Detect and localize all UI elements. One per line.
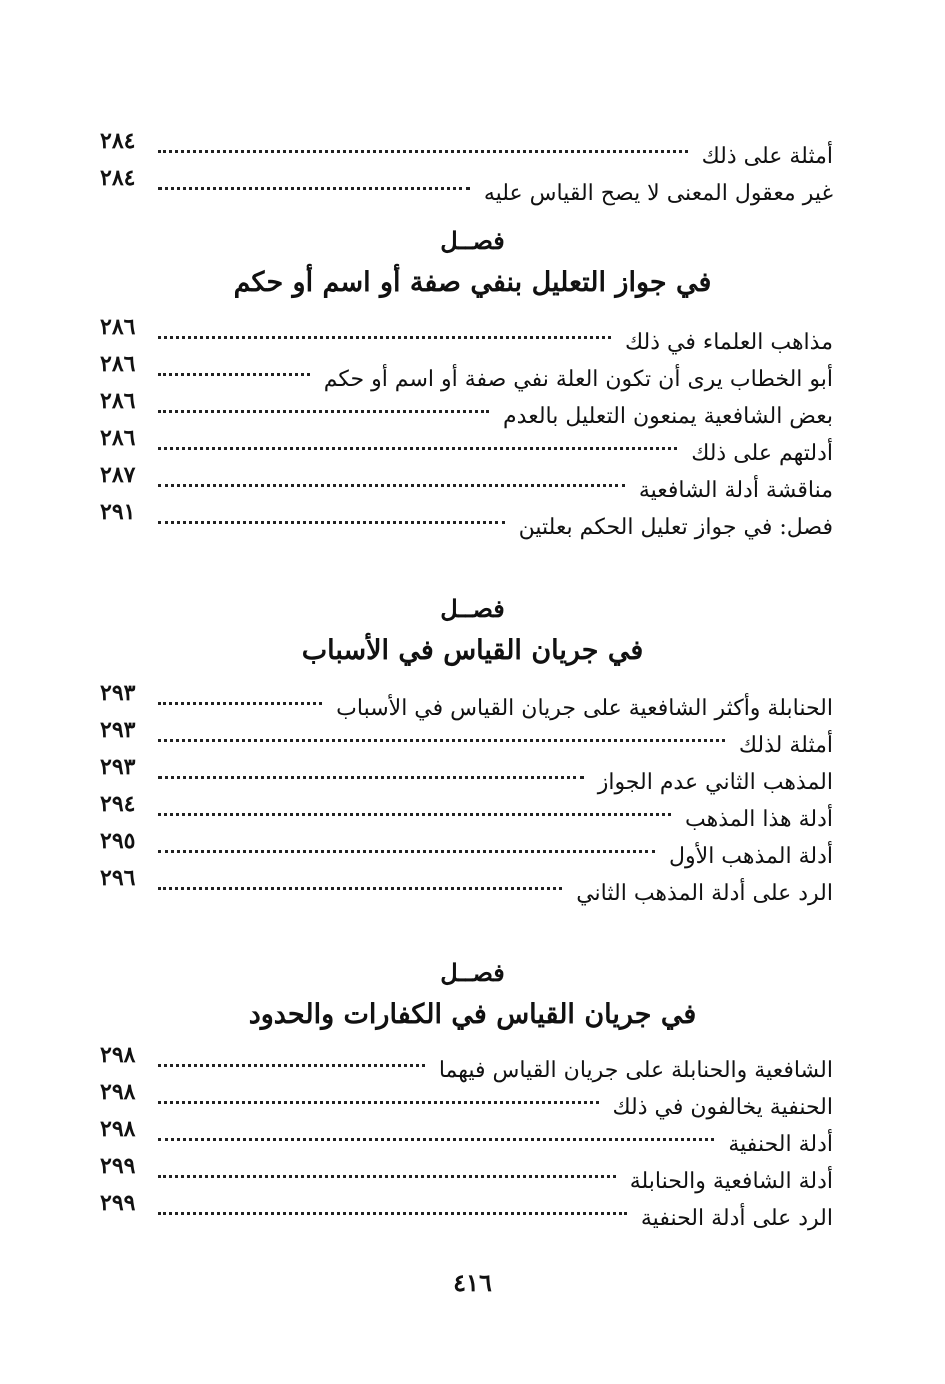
- toc-entry-page: ٢٩٨: [100, 1115, 136, 1142]
- dot-leader: [158, 372, 310, 376]
- toc-entry: [100, 164, 833, 212]
- toc-entry-page: ٢٨٤: [100, 127, 136, 154]
- toc-entry: [100, 716, 833, 764]
- dot-leader: [158, 1211, 627, 1215]
- toc-entry: [100, 679, 833, 727]
- toc-entry-page: ٢٨٧: [100, 461, 136, 488]
- toc-entry-page: ٢٩٣: [100, 753, 136, 780]
- toc-entry: [100, 387, 833, 435]
- toc-entry-page: ٢٩٨: [100, 1041, 136, 1068]
- dot-leader: [158, 1174, 616, 1178]
- dot-leader: [158, 1100, 599, 1104]
- toc-entry-page: ٢٨٦: [100, 424, 136, 451]
- dot-leader: [158, 738, 725, 742]
- toc-entry-label: أدلة هذا المذهب: [685, 806, 833, 832]
- toc-entry-page: ٢٨٤: [100, 164, 136, 191]
- dot-leader: [158, 149, 688, 153]
- toc-entry-label: الحنفية يخالفون في ذلك: [612, 1094, 833, 1120]
- toc-entry-label: مذاهب العلماء في ذلك: [624, 329, 833, 355]
- dot-leader: [158, 1137, 714, 1141]
- toc-entry: [100, 498, 833, 546]
- dot-leader: [158, 1063, 425, 1067]
- toc-entry: [100, 753, 833, 801]
- section-title: في جريان القياس في الكفارات والحدود: [248, 999, 697, 1030]
- toc-entry-label: الرد على أدلة الحنفية: [640, 1205, 833, 1231]
- toc-entry-label: فصل: في جواز تعليل الحكم بعلتين: [518, 514, 833, 540]
- toc-entry-page: ٢٩٩: [100, 1189, 136, 1216]
- dot-leader: [158, 520, 505, 524]
- dot-leader: [158, 701, 322, 705]
- toc-entry: [100, 127, 833, 175]
- toc-entry-label: أدلة الشافعية والحنابلة: [629, 1168, 833, 1194]
- dot-leader: [158, 849, 655, 853]
- toc-entry: [100, 350, 833, 398]
- toc-entry-page: ٢٩٣: [100, 679, 136, 706]
- toc-entry-label: أدلتهم على ذلك: [691, 440, 833, 466]
- toc-entry-page: ٢٩١: [100, 498, 136, 525]
- dot-leader: [158, 886, 562, 890]
- toc-entry-label: أمثلة لذلك: [738, 732, 833, 758]
- toc-entry: [100, 790, 833, 838]
- toc-list-continued: [100, 127, 833, 212]
- toc-entry: [100, 1078, 833, 1126]
- toc-entry-label: مناقشة أدلة الشافعية: [638, 477, 833, 503]
- toc-entry-page: ٢٨٦: [100, 313, 136, 340]
- page-number: ٤١٦: [453, 1268, 492, 1297]
- toc-entry-label: الشافعية والحنابلة على جريان القياس فيهما: [438, 1057, 833, 1083]
- dot-leader: [158, 483, 625, 487]
- toc-entry: [100, 827, 833, 875]
- toc-entry-page: ٢٩٣: [100, 716, 136, 743]
- section-fasl: فصــل: [440, 594, 505, 623]
- toc-entry: [100, 424, 833, 472]
- toc-entry-page: ٢٩٤: [100, 790, 136, 817]
- toc-list-section-1: [100, 313, 833, 546]
- dot-leader: [158, 812, 671, 816]
- dot-leader: [158, 186, 470, 190]
- toc-entry: [100, 461, 833, 509]
- toc-entry-page: ٢٩٦: [100, 864, 136, 891]
- toc-entry-page: ٢٩٥: [100, 827, 136, 854]
- toc-list-section-3: [100, 1041, 833, 1237]
- toc-entry-label: غير معقول المعنى لا يصح القياس عليه: [483, 180, 833, 206]
- toc-entry: [100, 1152, 833, 1200]
- section-heading: [0, 594, 945, 666]
- dot-leader: [158, 335, 611, 339]
- toc-entry: [100, 864, 833, 912]
- toc-entry-label: الحنابلة وأكثر الشافعية على جريان القياس في الأسباب: [336, 695, 833, 721]
- toc-entry: [100, 313, 833, 361]
- toc-list-section-2: [100, 679, 833, 912]
- dot-leader: [158, 409, 489, 413]
- section-title: في جريان القياس في الأسباب: [301, 635, 644, 666]
- toc-entry-page: ٢٩٩: [100, 1152, 136, 1179]
- toc-entry: [100, 1189, 833, 1237]
- section-heading: [0, 958, 945, 1030]
- toc-entry-label: بعض الشافعية يمنعون التعليل بالعدم: [503, 403, 833, 429]
- dot-leader: [158, 446, 677, 450]
- toc-entry-page: ٢٨٦: [100, 350, 136, 377]
- toc-entry-label: أبو الخطاب يرى أن تكون العلة نفي صفة أو اسم أو حكم: [323, 366, 833, 392]
- section-heading: [0, 226, 945, 298]
- toc-entry: [100, 1041, 833, 1089]
- section-title: في جواز التعليل بنفي صفة أو اسم أو حكم: [233, 267, 712, 298]
- section-fasl: فصــل: [440, 958, 505, 987]
- toc-entry-label: المذهب الثاني عدم الجواز: [597, 769, 833, 795]
- toc-entry-label: الرد على أدلة المذهب الثاني: [576, 880, 833, 906]
- toc-entry: [100, 1115, 833, 1163]
- toc-entry-label: أدلة المذهب الأول: [669, 843, 833, 869]
- dot-leader: [158, 775, 584, 779]
- toc-entry-page: ٢٩٨: [100, 1078, 136, 1105]
- section-fasl: فصــل: [440, 226, 505, 255]
- toc-entry-label: أدلة الحنفية: [728, 1131, 833, 1157]
- toc-entry-page: ٢٨٦: [100, 387, 136, 414]
- toc-entry-label: أمثلة على ذلك: [701, 143, 833, 169]
